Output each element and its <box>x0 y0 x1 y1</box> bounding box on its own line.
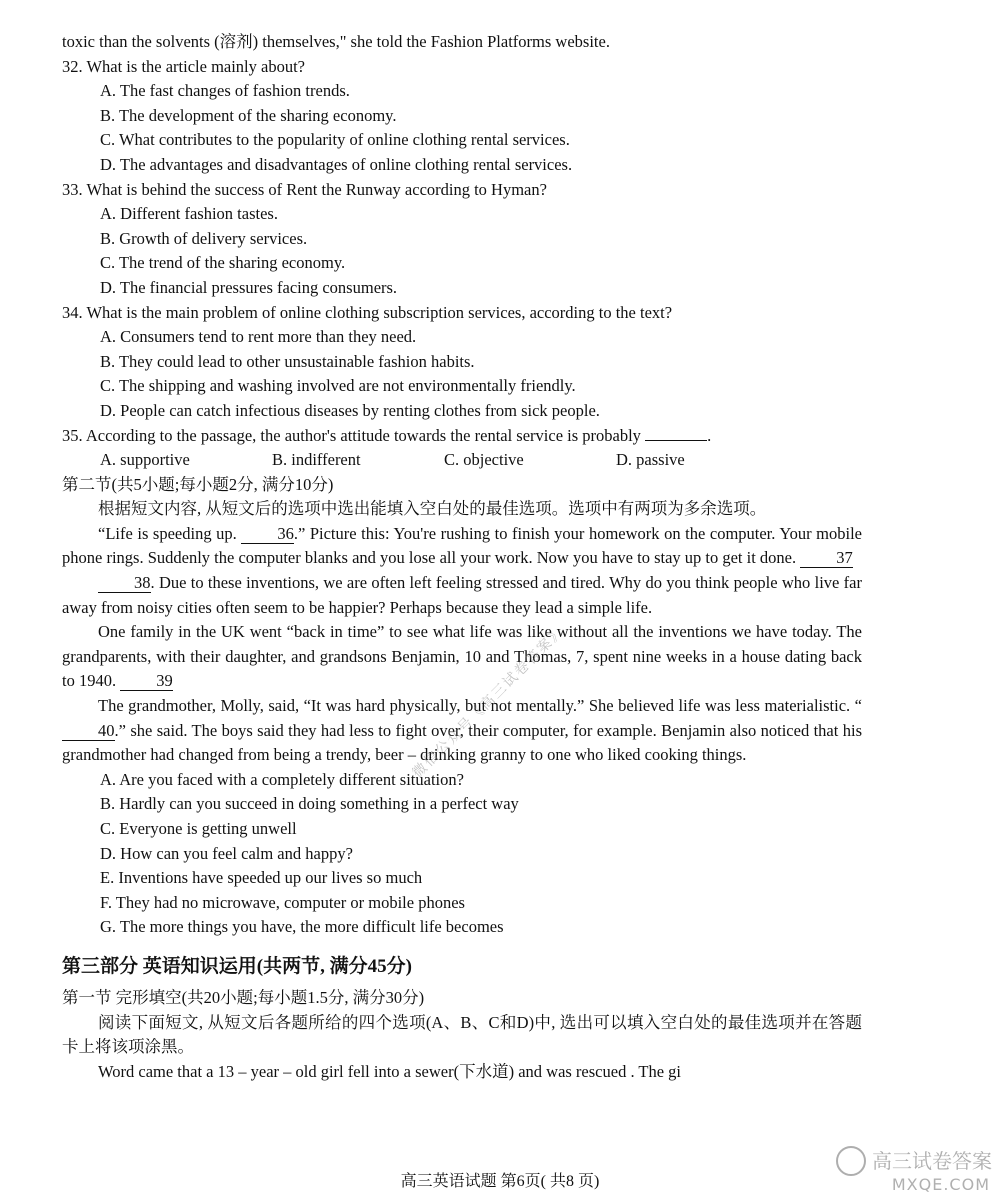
blank-37: 37 <box>800 549 853 568</box>
section2-instructions: 根据短文内容, 从短文后的选项中选出能填入空白处的最佳选项。选项中有两项为多余选项。 <box>98 499 767 519</box>
question-32-option-d: D. The advantages and disadvantages of online clothing rental services. <box>100 154 573 174</box>
question-32-stem: 32. What is the article mainly about? <box>62 56 305 76</box>
exam-page <box>62 30 862 1084</box>
part3-section1-heading: 第一节 完形填空(共20小题;每小题1.5分, 满分30分) <box>62 987 425 1007</box>
cloze-passage-start: Word came that a 13 – year – old girl fell into a sewer(下水道) and was rescued . The gi <box>98 1061 682 1081</box>
question-33-stem: 33. What is behind the success of Rent the Runway according to Hyman? <box>62 179 547 199</box>
passage-paragraph-2 <box>62 571 862 620</box>
wechat-icon <box>836 1146 866 1176</box>
passage-p2-text: . Due to these inventions, we are often left feeling stressed and tired. Why do you think people who live far away from noisy cities often seem to be happier? Perhaps because they lead a simple life. <box>62 573 862 617</box>
question-35-option-d: D. passive <box>616 450 685 470</box>
question-35-stem <box>62 424 862 449</box>
question-35-stem-text: 35. According to the passage, the author's attitude towards the rental service is probably <box>62 425 641 445</box>
question-33-option-d: D. The financial pressures facing consumers. <box>100 277 398 297</box>
question-34-stem: 34. What is the main problem of online clothing subscription services, according to the text? <box>62 302 673 322</box>
page-footer: 高三英语试题 第6页( 共8 页) <box>400 1173 600 1190</box>
question-33-option-c: C. The trend of the sharing economy. <box>100 253 346 273</box>
passage-p4-text-b: .” she said. The boys said they had less to fight over, their computer, for example. Benjamin also noticed that his grandmother had changed from being a trendy, beer – drinking granny to one who liked cooking things. <box>62 720 862 765</box>
question-32-option-c: C. What contributes to the popularity of online clothing rental services. <box>100 130 570 150</box>
option-e: E. Inventions have speeded up our lives so much <box>100 868 423 888</box>
blank-39: 39 <box>120 672 173 691</box>
passage-paragraph-3 <box>62 620 862 694</box>
passage-p3-text: One family in the UK went “back in time” to see what life was like without all the inventions we have today. The grandparents, with their daughter, and grandsons Benjamin, 10 and Thomas, 7, spent nine weeks in a house dating back to 1940. <box>62 622 862 691</box>
blank-36: 36 <box>241 525 294 544</box>
option-f: F. They had no microwave, computer or mobile phones <box>100 892 465 912</box>
option-g: G. The more things you have, the more difficult life becomes <box>100 917 504 937</box>
passage-p1-text-a: “Life is speeding up. <box>98 523 242 543</box>
watermark-site: MXQE.COM <box>891 1175 990 1195</box>
blank-40: 40 <box>62 722 115 741</box>
option-c: C. Everyone is getting unwell <box>100 819 297 838</box>
question-35-stem-end: . <box>707 425 712 445</box>
watermark-logo-text: 高三试卷答案 <box>872 1148 992 1173</box>
question-34-option-c: C. The shipping and washing involved are not environmentally friendly. <box>100 376 576 396</box>
question-35-option-b: B. indifferent <box>272 450 361 470</box>
passage-p4-text-a: The grandmother, Molly, said, “It was hard physically, but not mentally.” She believed life was less materialistic. “ <box>98 696 862 716</box>
question-35-option-c: C. objective <box>444 450 524 470</box>
intro-line: toxic than the solvents (溶剂) themselves," she told the Fashion Platforms website. <box>62 32 610 51</box>
part3-heading: 第三部分 英语知识运用(共两节, 满分45分) <box>62 955 412 977</box>
passage-p1-text-b: .” Picture this: You're rushing to finish your homework on the computer. Your mobile phone rings. Suddenly the computer blanks and you lose all your work. Now you have to stay up to get it done. <box>62 523 862 568</box>
question-35-option-a: A. supportive <box>100 450 190 470</box>
option-b: B. Hardly can you succeed in doing something in a perfect way <box>100 794 519 814</box>
section2-heading: 第二节(共5小题;每小题2分, 满分10分) <box>62 474 334 494</box>
answer-blank <box>645 426 707 441</box>
question-34-option-a: A. Consumers tend to rent more than they need. <box>100 327 417 347</box>
question-33-option-b: B. Growth of delivery services. <box>100 228 308 248</box>
blank-38: 38 <box>98 574 151 593</box>
option-a: A. Are you faced with a completely different situation? <box>100 769 464 789</box>
option-d: D. How can you feel calm and happy? <box>100 843 353 863</box>
question-32-option-b: B. The development of the sharing economy. <box>100 105 397 125</box>
question-34-option-d: D. People can catch infectious diseases by renting clothes from sick people. <box>100 400 600 420</box>
passage-paragraph-1 <box>62 522 862 571</box>
question-35-options <box>62 448 862 473</box>
part3-instructions: 阅读下面短文, 从短文后各题所给的四个选项(A、B、C和D)中, 选出可以填入空白处的最佳选项并在答题卡上将该项涂黑。 <box>62 1012 862 1057</box>
watermark-logo <box>836 1146 992 1176</box>
question-33-option-a: A. Different fashion tastes. <box>100 204 278 224</box>
question-34-option-b: B. They could lead to other unsustainable fashion habits. <box>100 351 475 371</box>
watermark-diagonal: 微信公众号《高三试卷答案》 <box>409 622 568 782</box>
question-32-option-a: A. The fast changes of fashion trends. <box>100 81 350 101</box>
